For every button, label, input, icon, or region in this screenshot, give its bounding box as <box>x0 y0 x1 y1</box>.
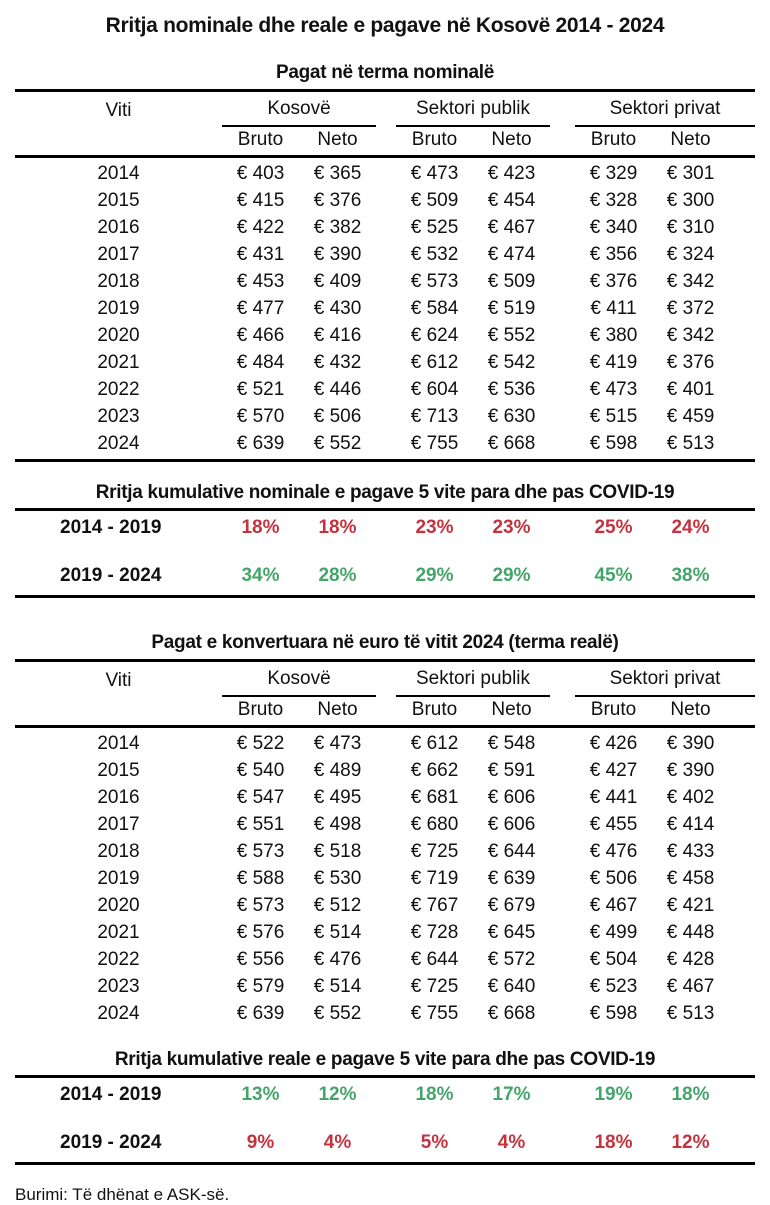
kosove-neto-cell: € 376 <box>313 190 362 211</box>
year-cell: 2014 <box>97 163 140 184</box>
kosove-bruto-cell: € 547 <box>236 787 285 808</box>
table-row <box>15 160 755 187</box>
publik-neto-growth: 17% <box>492 1084 531 1105</box>
publik-neto-cell: € 536 <box>487 379 536 400</box>
year-cell: 2016 <box>97 787 140 808</box>
kosove-bruto-cell: € 403 <box>236 163 285 184</box>
year-cell: 2022 <box>97 379 140 400</box>
column-gap <box>550 919 575 946</box>
kosove-neto-cell: € 416 <box>313 325 362 346</box>
column-gap <box>550 973 575 1000</box>
privat-neto-cell: € 433 <box>666 841 715 862</box>
kosove-neto-cell: € 518 <box>313 841 362 862</box>
privat-neto-cell: € 421 <box>666 895 715 916</box>
privat-neto-cell: € 390 <box>666 760 715 781</box>
kosove-neto-cell: € 498 <box>313 814 362 835</box>
publik-bruto-cell: € 644 <box>410 949 459 970</box>
column-gap <box>376 268 396 295</box>
publik-bruto-cell: € 681 <box>410 787 459 808</box>
kosove-neto-cell: € 476 <box>313 949 362 970</box>
table-row <box>15 811 755 838</box>
viti-column-header: Viti <box>105 100 132 121</box>
real-table-title: Pagat e konvertuara në euro të vitit 2024 (terma realë) <box>151 632 619 653</box>
privat-bruto-cell: € 427 <box>589 760 638 781</box>
table-row <box>15 838 755 865</box>
privat-bruto-cell: € 467 <box>589 895 638 916</box>
viti-column-header: Viti <box>105 670 132 691</box>
column-gap <box>550 430 575 457</box>
publik-neto-cell: € 645 <box>487 922 536 943</box>
kosove-bruto-cell: € 522 <box>236 733 285 754</box>
column-gap <box>550 295 575 322</box>
year-cell: 2023 <box>97 406 140 427</box>
privat-bruto-cell: € 598 <box>589 1003 638 1024</box>
bruto-header: Bruto <box>411 699 458 720</box>
column-gap <box>376 811 396 838</box>
kosove-bruto-cell: € 484 <box>236 352 285 373</box>
kosove-bruto-cell: € 477 <box>236 298 285 319</box>
kosove-bruto-cell: € 466 <box>236 325 285 346</box>
privat-bruto-cell: € 598 <box>589 433 638 454</box>
publik-bruto-growth: 23% <box>415 517 454 538</box>
column-gap <box>376 295 396 322</box>
year-cell: 2024 <box>97 433 140 454</box>
nominal-summary-body <box>15 511 755 595</box>
table-row <box>15 430 755 457</box>
kosove-bruto-growth: 18% <box>241 517 280 538</box>
real-subheader-row <box>15 697 755 725</box>
privat-neto-cell: € 428 <box>666 949 715 970</box>
privat-bruto-cell: € 455 <box>589 814 638 835</box>
year-cell: 2017 <box>97 814 140 835</box>
publik-bruto-cell: € 573 <box>410 271 459 292</box>
table-row <box>15 892 755 919</box>
year-cell: 2024 <box>97 1003 140 1024</box>
kosove-neto-cell: € 506 <box>313 406 362 427</box>
column-gap <box>550 187 575 214</box>
privat-bruto-cell: € 376 <box>589 271 638 292</box>
publik-neto-growth: 4% <box>497 1132 526 1153</box>
publik-bruto-cell: € 725 <box>410 841 459 862</box>
column-gap <box>376 838 396 865</box>
column-gap <box>550 811 575 838</box>
column-gap <box>376 376 396 403</box>
column-gap <box>376 1000 396 1027</box>
kosove-bruto-cell: € 588 <box>236 868 285 889</box>
privat-neto-cell: € 342 <box>666 325 715 346</box>
kosove-bruto-growth: 9% <box>246 1132 275 1153</box>
privat-neto-cell: € 372 <box>666 298 715 319</box>
publik-neto-cell: € 639 <box>487 868 536 889</box>
publik-bruto-cell: € 725 <box>410 976 459 997</box>
column-gap <box>550 730 575 757</box>
summary-row <box>15 517 755 539</box>
bruto-header: Bruto <box>590 699 637 720</box>
period-label: 2019 - 2024 <box>60 1132 162 1153</box>
publik-bruto-cell: € 767 <box>410 895 459 916</box>
source-note: Burimi: Të dhënat e ASK-së. <box>15 1185 230 1204</box>
kosove-bruto-cell: € 639 <box>236 433 285 454</box>
privat-bruto-cell: € 476 <box>589 841 638 862</box>
publik-neto-cell: € 668 <box>487 433 536 454</box>
kosove-neto-cell: € 495 <box>313 787 362 808</box>
table-row <box>15 322 755 349</box>
summary-row <box>15 1132 755 1154</box>
column-gap <box>550 784 575 811</box>
neto-header: Neto <box>491 129 532 150</box>
publik-neto-cell: € 454 <box>487 190 536 211</box>
privat-neto-growth: 18% <box>671 1084 710 1105</box>
publik-neto-growth: 29% <box>492 565 531 586</box>
column-gap <box>376 892 396 919</box>
kosove-neto-growth: 18% <box>318 517 357 538</box>
privat-bruto-cell: € 473 <box>589 379 638 400</box>
column-gap <box>376 865 396 892</box>
kosove-neto-growth: 28% <box>318 565 357 586</box>
table-row <box>15 730 755 757</box>
publik-neto-cell: € 467 <box>487 217 536 238</box>
nominal-subheader-row <box>15 127 755 155</box>
publik-bruto-cell: € 755 <box>410 1003 459 1024</box>
privat-neto-cell: € 401 <box>666 379 715 400</box>
column-gap <box>550 322 575 349</box>
privat-bruto-cell: € 328 <box>589 190 638 211</box>
publik-neto-cell: € 509 <box>487 271 536 292</box>
publik-neto-cell: € 606 <box>487 814 536 835</box>
column-gap <box>550 403 575 430</box>
kosove-neto-cell: € 512 <box>313 895 362 916</box>
privat-neto-cell: € 300 <box>666 190 715 211</box>
table-row <box>15 1000 755 1027</box>
year-cell: 2018 <box>97 841 140 862</box>
real-summary-body <box>15 1078 755 1162</box>
year-cell: 2018 <box>97 271 140 292</box>
table-row <box>15 784 755 811</box>
year-cell: 2019 <box>97 298 140 319</box>
kosove-neto-cell: € 489 <box>313 760 362 781</box>
real-summary-title: Rritja kumulative reale e pagave 5 vite para dhe pas COVID-19 <box>114 1049 656 1070</box>
column-gap <box>550 838 575 865</box>
nominal-table-title: Pagat në terma nominalë <box>275 62 494 83</box>
kosove-neto-growth: 12% <box>318 1084 357 1105</box>
table-row <box>15 946 755 973</box>
column-gap <box>376 757 396 784</box>
nominal-group-header-row <box>15 92 755 127</box>
column-gap <box>550 241 575 268</box>
publik-neto-cell: € 519 <box>487 298 536 319</box>
group-header-sektori-privat: Sektori privat <box>575 668 755 697</box>
privat-bruto-cell: € 329 <box>589 163 638 184</box>
kosove-neto-cell: € 473 <box>313 733 362 754</box>
publik-neto-cell: € 630 <box>487 406 536 427</box>
publik-bruto-growth: 29% <box>415 565 454 586</box>
kosove-bruto-cell: € 579 <box>236 976 285 997</box>
privat-neto-cell: € 324 <box>666 244 715 265</box>
kosove-bruto-cell: € 521 <box>236 379 285 400</box>
kosove-neto-cell: € 432 <box>313 352 362 373</box>
year-cell: 2020 <box>97 325 140 346</box>
kosove-bruto-cell: € 556 <box>236 949 285 970</box>
summary-row <box>15 565 755 587</box>
publik-neto-cell: € 548 <box>487 733 536 754</box>
real-group-header-row <box>15 662 755 697</box>
publik-neto-cell: € 668 <box>487 1003 536 1024</box>
group-header-sektori-publik: Sektori publik <box>396 98 550 127</box>
group-header-sektori-publik: Sektori publik <box>396 668 550 697</box>
kosove-bruto-cell: € 551 <box>236 814 285 835</box>
publik-bruto-cell: € 713 <box>410 406 459 427</box>
publik-bruto-growth: 18% <box>415 1084 454 1105</box>
table-row <box>15 376 755 403</box>
table-row <box>15 214 755 241</box>
column-gap <box>376 919 396 946</box>
kosove-neto-cell: € 382 <box>313 217 362 238</box>
publik-neto-cell: € 644 <box>487 841 536 862</box>
privat-neto-cell: € 467 <box>666 976 715 997</box>
period-label: 2019 - 2024 <box>60 565 162 586</box>
publik-neto-cell: € 542 <box>487 352 536 373</box>
neto-header: Neto <box>670 129 711 150</box>
year-cell: 2023 <box>97 976 140 997</box>
publik-bruto-cell: € 473 <box>410 163 459 184</box>
privat-bruto-cell: € 340 <box>589 217 638 238</box>
year-cell: 2017 <box>97 244 140 265</box>
privat-neto-cell: € 402 <box>666 787 715 808</box>
privat-bruto-growth: 19% <box>594 1084 633 1105</box>
kosove-neto-cell: € 409 <box>313 271 362 292</box>
publik-neto-cell: € 552 <box>487 325 536 346</box>
privat-neto-cell: € 390 <box>666 733 715 754</box>
group-header-kosove: Kosovë <box>222 98 376 127</box>
column-gap <box>376 403 396 430</box>
nominal-table-body <box>15 158 755 459</box>
kosove-neto-cell: € 514 <box>313 922 362 943</box>
privat-bruto-growth: 18% <box>594 1132 633 1153</box>
publik-bruto-cell: € 584 <box>410 298 459 319</box>
column-gap <box>376 241 396 268</box>
year-cell: 2021 <box>97 352 140 373</box>
publik-bruto-growth: 5% <box>420 1132 449 1153</box>
publik-bruto-cell: € 680 <box>410 814 459 835</box>
group-header-sektori-privat: Sektori privat <box>575 98 755 127</box>
column-gap <box>550 268 575 295</box>
neto-header: Neto <box>670 699 711 720</box>
bruto-header: Bruto <box>237 129 284 150</box>
publik-neto-cell: € 606 <box>487 787 536 808</box>
column-gap <box>376 214 396 241</box>
publik-bruto-cell: € 728 <box>410 922 459 943</box>
kosove-neto-cell: € 530 <box>313 868 362 889</box>
table-row <box>15 919 755 946</box>
privat-neto-growth: 24% <box>671 517 710 538</box>
publik-bruto-cell: € 612 <box>410 352 459 373</box>
privat-neto-cell: € 301 <box>666 163 715 184</box>
kosove-neto-cell: € 552 <box>313 433 362 454</box>
column-gap <box>376 187 396 214</box>
privat-bruto-growth: 25% <box>594 517 633 538</box>
neto-header: Neto <box>491 699 532 720</box>
privat-neto-cell: € 376 <box>666 352 715 373</box>
kosove-neto-growth: 4% <box>323 1132 352 1153</box>
page-title: Rritja nominale dhe reale e pagave në Kosovë 2014 - 2024 <box>105 14 665 37</box>
kosove-bruto-cell: € 431 <box>236 244 285 265</box>
real-table-body <box>15 728 755 1029</box>
column-gap <box>550 349 575 376</box>
kosove-bruto-cell: € 540 <box>236 760 285 781</box>
privat-neto-cell: € 342 <box>666 271 715 292</box>
privat-bruto-growth: 45% <box>594 565 633 586</box>
column-gap <box>376 430 396 457</box>
privat-bruto-cell: € 411 <box>590 298 637 319</box>
publik-bruto-cell: € 612 <box>410 733 459 754</box>
table-row <box>15 865 755 892</box>
kosove-neto-cell: € 430 <box>313 298 362 319</box>
publik-neto-cell: € 591 <box>487 760 536 781</box>
year-cell: 2019 <box>97 868 140 889</box>
table-row <box>15 187 755 214</box>
publik-neto-growth: 23% <box>492 517 531 538</box>
year-cell: 2021 <box>97 922 140 943</box>
column-gap <box>550 214 575 241</box>
table-row <box>15 757 755 784</box>
privat-bruto-cell: € 426 <box>589 733 638 754</box>
privat-bruto-cell: € 523 <box>589 976 638 997</box>
column-gap <box>376 349 396 376</box>
column-gap <box>376 160 396 187</box>
neto-header: Neto <box>317 699 358 720</box>
publik-bruto-cell: € 604 <box>410 379 459 400</box>
kosove-bruto-growth: 34% <box>241 565 280 586</box>
publik-neto-cell: € 423 <box>487 163 536 184</box>
kosove-bruto-cell: € 573 <box>236 895 285 916</box>
period-label: 2014 - 2019 <box>60 517 162 538</box>
privat-bruto-cell: € 356 <box>589 244 638 265</box>
divider <box>15 459 755 462</box>
publik-neto-cell: € 679 <box>487 895 536 916</box>
privat-neto-cell: € 458 <box>666 868 715 889</box>
year-cell: 2015 <box>97 190 140 211</box>
year-cell: 2014 <box>97 733 140 754</box>
table-row <box>15 268 755 295</box>
table-row <box>15 295 755 322</box>
column-gap <box>376 973 396 1000</box>
kosove-neto-cell: € 446 <box>313 379 362 400</box>
privat-neto-cell: € 459 <box>666 406 715 427</box>
column-gap <box>376 730 396 757</box>
privat-bruto-cell: € 515 <box>589 406 638 427</box>
kosove-bruto-cell: € 415 <box>236 190 285 211</box>
kosove-bruto-cell: € 573 <box>236 841 285 862</box>
column-gap <box>550 892 575 919</box>
publik-bruto-cell: € 509 <box>410 190 459 211</box>
privat-neto-cell: € 513 <box>666 1003 715 1024</box>
year-cell: 2015 <box>97 760 140 781</box>
column-gap <box>376 322 396 349</box>
privat-bruto-cell: € 506 <box>589 868 638 889</box>
column-gap <box>376 784 396 811</box>
table-row <box>15 241 755 268</box>
bruto-header: Bruto <box>590 129 637 150</box>
neto-header: Neto <box>317 129 358 150</box>
real-section <box>15 632 755 1165</box>
table-row <box>15 349 755 376</box>
publik-bruto-cell: € 525 <box>410 217 459 238</box>
bruto-header: Bruto <box>411 129 458 150</box>
table-row <box>15 403 755 430</box>
privat-neto-growth: 38% <box>671 565 710 586</box>
kosove-bruto-cell: € 639 <box>236 1003 285 1024</box>
kosove-bruto-cell: € 453 <box>236 271 285 292</box>
privat-neto-cell: € 448 <box>666 922 715 943</box>
privat-bruto-cell: € 419 <box>589 352 638 373</box>
year-cell: 2022 <box>97 949 140 970</box>
column-gap <box>550 757 575 784</box>
privat-neto-cell: € 513 <box>666 433 715 454</box>
kosove-neto-cell: € 514 <box>313 976 362 997</box>
publik-bruto-cell: € 719 <box>410 868 459 889</box>
column-gap <box>376 946 396 973</box>
privat-bruto-cell: € 504 <box>589 949 638 970</box>
bruto-header: Bruto <box>237 699 284 720</box>
column-gap <box>550 376 575 403</box>
kosove-bruto-cell: € 422 <box>236 217 285 238</box>
column-gap <box>550 1000 575 1027</box>
kosove-bruto-cell: € 576 <box>236 922 285 943</box>
nominal-summary-title: Rritja kumulative nominale e pagave 5 vite para dhe pas COVID-19 <box>95 482 675 503</box>
kosove-neto-cell: € 390 <box>313 244 362 265</box>
nominal-section <box>15 62 755 598</box>
column-gap <box>550 946 575 973</box>
privat-neto-cell: € 310 <box>666 217 715 238</box>
section-spacer <box>15 598 755 632</box>
privat-bruto-cell: € 441 <box>589 787 638 808</box>
kosove-bruto-growth: 13% <box>241 1084 280 1105</box>
publik-neto-cell: € 474 <box>487 244 536 265</box>
kosove-neto-cell: € 552 <box>313 1003 362 1024</box>
privat-neto-growth: 12% <box>671 1132 710 1153</box>
privat-neto-cell: € 414 <box>666 814 715 835</box>
column-gap <box>550 865 575 892</box>
group-header-kosove: Kosovë <box>222 668 376 697</box>
publik-bruto-cell: € 662 <box>410 760 459 781</box>
kosove-bruto-cell: € 570 <box>236 406 285 427</box>
column-gap <box>550 160 575 187</box>
publik-bruto-cell: € 624 <box>410 325 459 346</box>
table-row <box>15 973 755 1000</box>
year-cell: 2016 <box>97 217 140 238</box>
privat-bruto-cell: € 499 <box>589 922 638 943</box>
privat-bruto-cell: € 380 <box>589 325 638 346</box>
publik-bruto-cell: € 532 <box>410 244 459 265</box>
publik-neto-cell: € 640 <box>487 976 536 997</box>
period-label: 2014 - 2019 <box>60 1084 162 1105</box>
kosove-neto-cell: € 365 <box>313 163 362 184</box>
summary-row <box>15 1084 755 1106</box>
publik-neto-cell: € 572 <box>487 949 536 970</box>
publik-bruto-cell: € 755 <box>410 433 459 454</box>
year-cell: 2020 <box>97 895 140 916</box>
